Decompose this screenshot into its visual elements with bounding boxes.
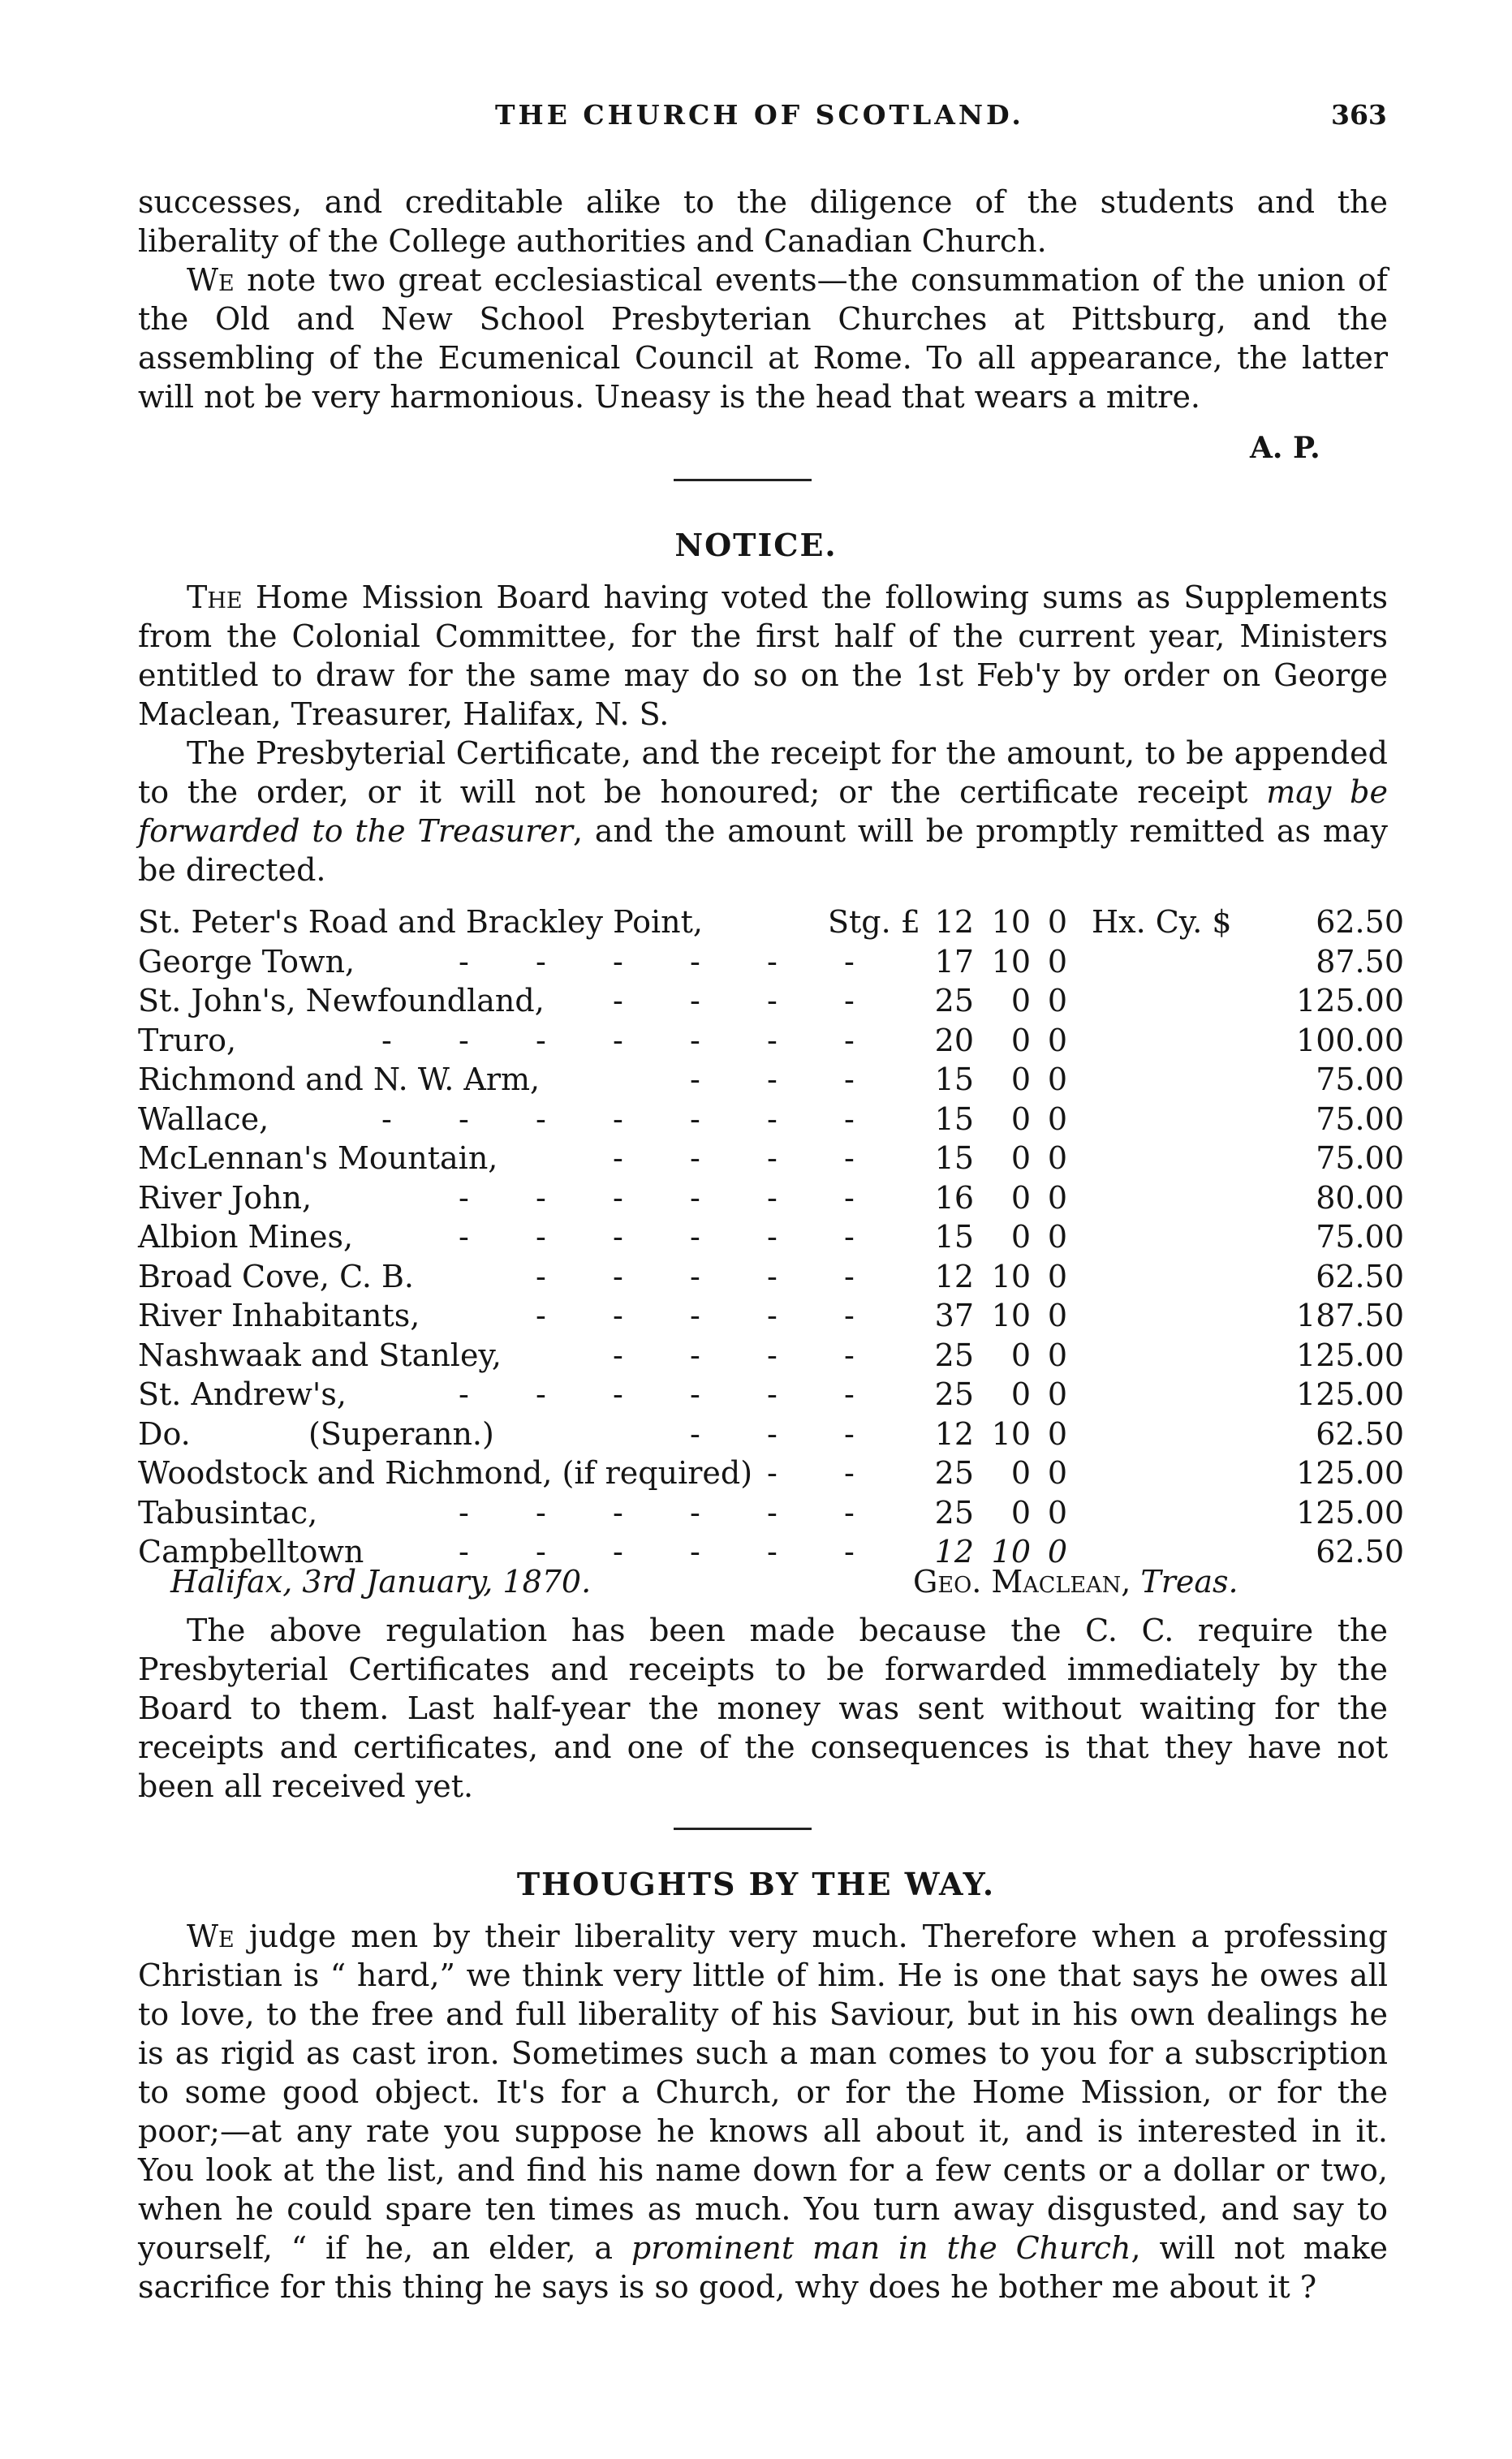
row-currency: 125.00: [1296, 1494, 1404, 1531]
leader-dash: -: [690, 1376, 700, 1412]
table-row: [138, 1296, 1404, 1336]
leader-dash: -: [690, 1179, 700, 1216]
running-title: THE CHURCH OF SCOTLAND.: [495, 99, 1024, 131]
row-pence: 0: [1047, 1455, 1067, 1491]
row-place: St. Peter's Road and Brackley Point,: [138, 904, 703, 940]
row-currency: 75.00: [1316, 1140, 1404, 1176]
notice-paragraph-1-body: Home Mission Board having voted the following sums as Supplements from the Colonial Committee, for the first half of the current year, Ministers entitled to draw for the same may do so on the 1st Feb'y by order on George Maclean, Treasurer, Halifax, N. S.: [138, 579, 1388, 732]
row-place: Truro,: [138, 1022, 237, 1058]
leader-dash: -: [536, 1298, 546, 1333]
leader-dash: -: [613, 1179, 623, 1216]
leader-dash: -: [767, 1179, 778, 1216]
row-currency: 62.50: [1316, 1534, 1404, 1570]
row-place: Wallace,: [138, 1100, 269, 1137]
table-row: [138, 1139, 1404, 1178]
row-shillings: 10: [991, 1534, 1031, 1570]
leader-dash: -: [613, 1376, 623, 1412]
leader-dash: -: [459, 1100, 469, 1137]
notice-date: Halifax, 3rd January, 1870.: [170, 1564, 592, 1600]
intro-paragraph-2: [138, 261, 1388, 416]
page-number: 363: [1331, 99, 1387, 131]
leader-dash: -: [844, 1415, 855, 1452]
leader-dash: -: [459, 1494, 469, 1531]
notice-paragraph-2-b: , and the amount will be promptly remitted as may be directed.: [138, 813, 1388, 888]
leader-dash: -: [844, 1022, 855, 1058]
row-shillings: 0: [1010, 1455, 1031, 1491]
row-place: George Town,: [138, 943, 355, 980]
leader-dash: -: [459, 943, 469, 980]
row-pence: 0: [1047, 1298, 1067, 1333]
treasurer-name: Geo. Maclean,: [913, 1564, 1131, 1600]
leader-dash: -: [844, 1376, 855, 1412]
row-shillings: 0: [1010, 1100, 1031, 1137]
leader-dash: -: [613, 1337, 623, 1373]
row-pence: 0: [1047, 1534, 1067, 1570]
row-pence: 0: [1047, 1337, 1067, 1373]
leader-dash: -: [844, 943, 855, 980]
row-shillings: 0: [1010, 1219, 1031, 1255]
leader-dash: -: [613, 1258, 623, 1294]
row-place: Richmond and N. W. Arm,: [138, 1062, 541, 1097]
leader-dash: -: [536, 1376, 546, 1412]
table-row: [138, 1493, 1404, 1533]
notice-paragraph-3: The above regulation has been made because the C. C. require the Presbyterial Certificates and receipts to be forwarded immediately by the Board to them. Last half-year the money was sent without waiting for the receipts and certificates, and one of the consequences is that they have not been all received yet.: [138, 1613, 1388, 1804]
leader-dash: -: [690, 1062, 700, 1097]
notice-paragraph-1: [138, 578, 1388, 734]
row-place: St. John's, Newfoundland,: [138, 983, 545, 1018]
leader-dash: -: [844, 983, 855, 1018]
row-shillings: 10: [991, 1298, 1031, 1333]
notice-paragraph-2-emphasis: may be forwarded to the Treasurer: [138, 774, 1388, 849]
row-currency: 125.00: [1296, 983, 1404, 1018]
table-row: [138, 1415, 1404, 1454]
row-pence: 0: [1047, 1376, 1067, 1412]
leader-dash: -: [613, 1219, 623, 1255]
row-pounds: 15: [934, 1062, 974, 1097]
leader-dash: -: [613, 1494, 623, 1531]
leader-dash: -: [844, 1062, 855, 1097]
row-pence: 0: [1047, 1100, 1067, 1137]
row-pounds: 25: [934, 1455, 974, 1491]
leader-dash: -: [690, 1219, 700, 1255]
leader-dash: -: [690, 1337, 700, 1373]
leader-dash: -: [690, 983, 700, 1018]
leader-dash: -: [690, 1534, 700, 1570]
row-pounds: 12: [934, 904, 974, 940]
intro-paragraph-1: successes, and creditable alike to the diligence of the students and the liberality of the College authorities and Canadian Church.: [138, 184, 1388, 259]
row-currency: 75.00: [1316, 1062, 1404, 1097]
table-row: [138, 1336, 1404, 1376]
row-pounds: 12: [934, 1415, 974, 1452]
leader-dash: -: [844, 1140, 855, 1176]
table-row: [138, 1257, 1404, 1297]
intro-paragraph-2-lead: We: [187, 262, 235, 298]
row-pounds: 17: [934, 943, 974, 980]
row-currency: 62.50: [1316, 1415, 1404, 1452]
table-row: [138, 942, 1404, 982]
leader-dash: -: [459, 1179, 469, 1216]
row-place: River Inhabitants,: [138, 1298, 420, 1333]
table-row: [138, 1060, 1404, 1100]
leader-dash: -: [613, 1534, 623, 1570]
row-place: Campbelltown: [138, 1534, 364, 1570]
row-pounds: 25: [934, 1337, 974, 1373]
leader-dash: -: [767, 1494, 778, 1531]
row-pounds: 15: [934, 1140, 974, 1176]
row-pence: 0: [1047, 943, 1067, 980]
row-place: St. Andrew's,: [138, 1376, 347, 1412]
row-pence: 0: [1047, 904, 1067, 940]
leader-dash: -: [844, 1100, 855, 1137]
table-row: [138, 1375, 1404, 1415]
leader-dash: -: [536, 1022, 546, 1058]
row-place: Albion Mines,: [138, 1219, 354, 1255]
leader-dash: -: [459, 1219, 469, 1255]
row-pence: 0: [1047, 983, 1067, 1018]
thoughts-heading: THOUGHTS BY THE WAY.: [516, 1866, 996, 1902]
table-row: [138, 1021, 1404, 1061]
leader-dash: -: [459, 1376, 469, 1412]
table-row: [138, 902, 1404, 942]
leader-dash: -: [767, 1376, 778, 1412]
thoughts-paragraph-1: [138, 1917, 1388, 2306]
row-pence: 0: [1047, 1140, 1067, 1176]
leader-dash: -: [767, 1219, 778, 1255]
leader-dash: -: [459, 1022, 469, 1058]
leader-dash: -: [844, 1337, 855, 1373]
supplement-table: [138, 902, 1404, 1572]
thoughts-section: [138, 1917, 1388, 2306]
row-currency: 75.00: [1316, 1219, 1404, 1255]
row-pounds: 16: [934, 1179, 974, 1216]
thoughts-paragraph-1-emphasis: prominent man in the Church: [631, 2230, 1131, 2266]
leader-dash: -: [613, 1022, 623, 1058]
notice-regulation: [138, 1611, 1388, 1806]
row-place: Broad Cove, C. B.: [138, 1258, 414, 1294]
row-pounds: 15: [934, 1100, 974, 1137]
notice-paragraph-2-a: The Presbyterial Certificate, and the receipt for the amount, to be appended to the order, or it will not be honoured; or the certificate receipt: [138, 735, 1388, 810]
row-currency: 100.00: [1296, 1022, 1404, 1058]
row-shillings: 0: [1010, 1494, 1031, 1531]
table-row: [138, 1453, 1404, 1493]
leader-dash: -: [767, 1337, 778, 1373]
section-divider: [674, 479, 812, 481]
row-currency: 125.00: [1296, 1337, 1404, 1373]
row-currency: 125.00: [1296, 1455, 1404, 1491]
leader-dash: -: [767, 1258, 778, 1294]
leader-dash: -: [613, 1100, 623, 1137]
row-currency: 87.50: [1316, 943, 1404, 980]
notice-paragraph-1-lead: The: [187, 579, 243, 615]
leader-dash: -: [536, 1494, 546, 1531]
row-shillings: 10: [991, 1415, 1031, 1452]
leader-dash: -: [536, 1179, 546, 1216]
table-row: [138, 981, 1404, 1021]
leader-dash: -: [767, 1100, 778, 1137]
table-row: [138, 1178, 1404, 1218]
notice-treasurer: [913, 1562, 1238, 1601]
notice-paragraph-2: [138, 734, 1388, 889]
intro-signature: A. P.: [1250, 431, 1320, 465]
row-shillings: 0: [1010, 1062, 1031, 1097]
row-pounds: 25: [934, 983, 974, 1018]
row-shillings: 10: [991, 1258, 1031, 1294]
row-pounds: 25: [934, 1376, 974, 1412]
row-place: Woodstock and Richmond, (if required): [138, 1455, 753, 1491]
leader-dash: -: [690, 943, 700, 980]
row-place: Do.: [138, 1415, 191, 1452]
leader-dash: -: [767, 1022, 778, 1058]
leader-dash: -: [690, 1100, 700, 1137]
leader-dash: -: [767, 1534, 778, 1570]
leader-dash: -: [767, 1298, 778, 1333]
leader-dash: -: [613, 983, 623, 1018]
leader-dash: -: [844, 1298, 855, 1333]
row-pounds: 37: [934, 1298, 974, 1333]
leader-dash: -: [844, 1179, 855, 1216]
table-row: [138, 1217, 1404, 1257]
leader-dash: -: [767, 1062, 778, 1097]
leader-dash: -: [844, 1534, 855, 1570]
leader-dash: -: [690, 1494, 700, 1531]
leader-dash: -: [844, 1494, 855, 1531]
leader-dash: -: [381, 1022, 392, 1058]
leader-dash: -: [690, 1298, 700, 1333]
row-pounds: 12: [934, 1258, 974, 1294]
row-shillings: 0: [1010, 983, 1031, 1018]
leader-dash: -: [767, 983, 778, 1018]
leader-dash: -: [536, 1100, 546, 1137]
row-place: River John,: [138, 1179, 312, 1216]
row-currency: 80.00: [1316, 1179, 1404, 1216]
section-divider-2: [674, 1828, 812, 1830]
row-place: Nashwaak and Stanley,: [138, 1337, 502, 1373]
row-shillings: 10: [991, 904, 1031, 940]
row-currency: 62.50: [1316, 904, 1404, 940]
leader-dash: -: [844, 1455, 855, 1491]
leader-dash: -: [536, 1258, 546, 1294]
leader-dash: -: [536, 1534, 546, 1570]
row-pence: 0: [1047, 1415, 1067, 1452]
row-place: McLennan's Mountain,: [138, 1140, 498, 1176]
row-currency: 62.50: [1316, 1258, 1404, 1294]
leader-dash: -: [844, 1219, 855, 1255]
intro-paragraph-2-body: note two great ecclesiastical events—the consummation of the union of the Old and New School Presbyterian Churches at Pittsburg, and the assembling of the Ecumenical Council at Rome. To all appearance, the latter will not be very harmonious. Uneasy is the head that wears a mitre.: [138, 262, 1388, 415]
row-shillings: 0: [1010, 1337, 1031, 1373]
thoughts-paragraph-1-lead: We: [187, 1919, 235, 1954]
leader-dash: -: [690, 1140, 700, 1176]
notice-section: [138, 578, 1388, 889]
row-pence: 0: [1047, 1022, 1067, 1058]
leader-dash: -: [536, 943, 546, 980]
thoughts-paragraph-1-a: judge men by their liberality very much. Therefore when a professing Christian is “ hard,” we think very little of him. He is one that says he owes all to love, to the free and full liberality of his Saviour, but in his own dealings he is as rigid as cast iron. Sometimes such a man comes to you for a subscription to some good object. It's for a Church, or for the Home Mission, or for the poor;—at any rate you suppose he knows all about it, and is interested in it. You look at the list, and find his name down for a few cents or a dollar or two, when he could spare ten times as much. You turn away disgusted, and say to yourself, “ if he, an elder, a: [138, 1919, 1388, 2266]
row-pence: 0: [1047, 1258, 1067, 1294]
leader-dash: -: [767, 1455, 778, 1491]
row-pence: 0: [1047, 1219, 1067, 1255]
leader-dash: -: [381, 1100, 392, 1137]
leader-dash: -: [690, 1022, 700, 1058]
treasurer-title: Treas.: [1140, 1564, 1238, 1600]
thoughts-paragraph-1-b: , will not make sacrifice for this thing he says is so good, why does he bother me about it ?: [138, 2230, 1388, 2305]
leader-dash: -: [767, 1415, 778, 1452]
notice-date-line: [138, 1562, 1388, 1601]
sterling-label: Stg. £: [828, 904, 920, 940]
row-pence: 0: [1047, 1062, 1067, 1097]
currency-label: Hx. Cy. $: [1092, 904, 1232, 940]
leader-dash: -: [613, 1298, 623, 1333]
row-pounds: 12: [934, 1534, 974, 1570]
intro-section: [138, 183, 1388, 416]
row-pence: 0: [1047, 1494, 1067, 1531]
leader-dash: -: [536, 1219, 546, 1255]
leader-dash: -: [690, 1258, 700, 1294]
row-pounds: 20: [934, 1022, 974, 1058]
row-pence: 0: [1047, 1179, 1067, 1216]
row-currency: 125.00: [1296, 1376, 1404, 1412]
table-row: [138, 1100, 1404, 1139]
row-note: (Superann.): [308, 1415, 494, 1452]
leader-dash: -: [690, 1415, 700, 1452]
row-pounds: 25: [934, 1494, 974, 1531]
leader-dash: -: [844, 1258, 855, 1294]
row-currency: 187.50: [1296, 1298, 1404, 1333]
row-shillings: 10: [991, 943, 1031, 980]
row-place: Tabusintac,: [138, 1494, 318, 1531]
row-shillings: 0: [1010, 1179, 1031, 1216]
leader-dash: -: [767, 943, 778, 980]
row-pounds: 15: [934, 1219, 974, 1255]
leader-dash: -: [613, 1140, 623, 1176]
row-shillings: 0: [1010, 1022, 1031, 1058]
leader-dash: -: [613, 943, 623, 980]
leader-dash: -: [767, 1140, 778, 1176]
row-shillings: 0: [1010, 1376, 1031, 1412]
notice-heading: NOTICE.: [674, 527, 838, 563]
row-shillings: 0: [1010, 1140, 1031, 1176]
row-currency: 75.00: [1316, 1100, 1404, 1137]
leader-dash: -: [459, 1534, 469, 1570]
running-head: [0, 96, 1512, 136]
